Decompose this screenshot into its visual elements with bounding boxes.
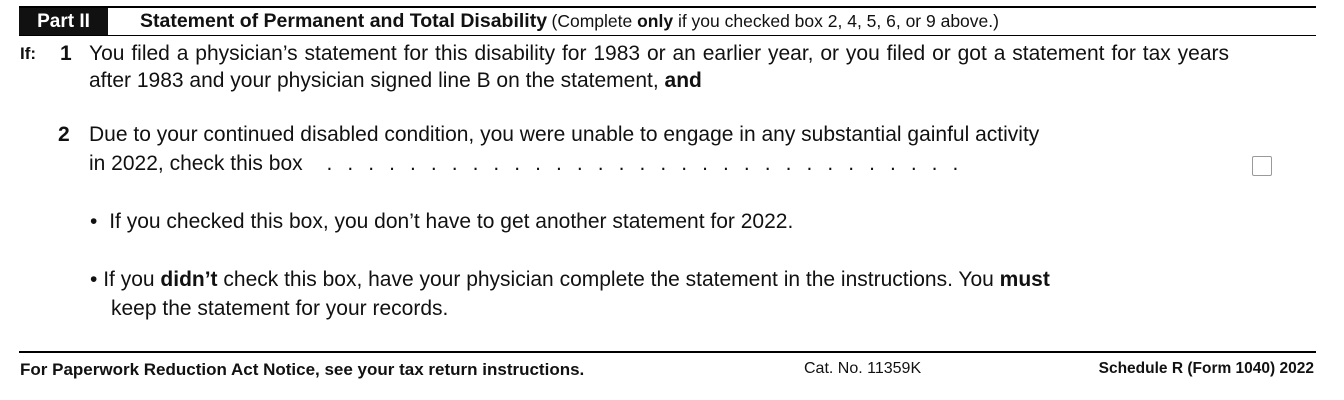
condition-2-label: in 2022, check this box: [89, 152, 303, 175]
item-number-2: 2: [58, 123, 70, 146]
bullet-dot-icon: •: [90, 268, 98, 291]
note-suffix: if you checked box 2, 4, 5, 6, or 9 above.): [673, 11, 999, 31]
condition-2-line2: [89, 150, 1229, 177]
note-prefix: (Complete: [551, 11, 638, 31]
paperwork-notice: For Paperwork Reduction Act Notice, see your tax return instructions.: [20, 360, 585, 379]
part-title-text: Statement of Permanent and Total Disability: [140, 10, 548, 32]
note-bold: only: [637, 11, 674, 31]
bullet-2-line2: keep the statement for your records.: [111, 297, 449, 320]
condition-1-and: and: [664, 69, 702, 92]
bullet-1-text: If you checked this box, you don’t have to get another statement for 2022.: [109, 210, 794, 233]
form-identifier: Schedule R (Form 1040) 2022: [1098, 360, 1314, 377]
bottom-rule: [19, 351, 1316, 353]
leader-dots: . . . . . . . . . . . . . . . . . . . . . . . . . . . . . . .: [326, 152, 963, 175]
bullet-2-bold-must: must: [999, 268, 1050, 291]
condition-1-text: [89, 40, 1229, 94]
item-number-1: 1: [60, 42, 72, 65]
part-header: [19, 8, 1316, 36]
bullet-2-pre: If you: [103, 268, 161, 291]
condition-1-body: You filed a physician’s statement for this disability for 1983 or an earlier year, or you filed or got a statement for tax years after 1983 and your physician signed line B on the statement,: [89, 42, 1229, 92]
bullet-item-1: [90, 208, 793, 236]
bullet-2-bold-didnt: didn’t: [160, 268, 218, 291]
catalog-number: Cat. No. 11359K: [804, 360, 922, 377]
bullet-2-mid: check this box, have your physician complete the statement in the instructions. You: [217, 268, 1000, 291]
if-label: If:: [20, 44, 37, 63]
part-title-note: [552, 11, 999, 31]
bullet-dot-icon: •: [90, 210, 98, 233]
part-label: Part II: [19, 8, 108, 35]
part-title: [140, 8, 999, 35]
disability-checkbox[interactable]: [1252, 156, 1272, 176]
bullet-item-2: [90, 266, 1230, 294]
condition-2-line1: Due to your continued disabled condition, you were unable to engage in any substantial gainful activity: [89, 123, 1040, 146]
